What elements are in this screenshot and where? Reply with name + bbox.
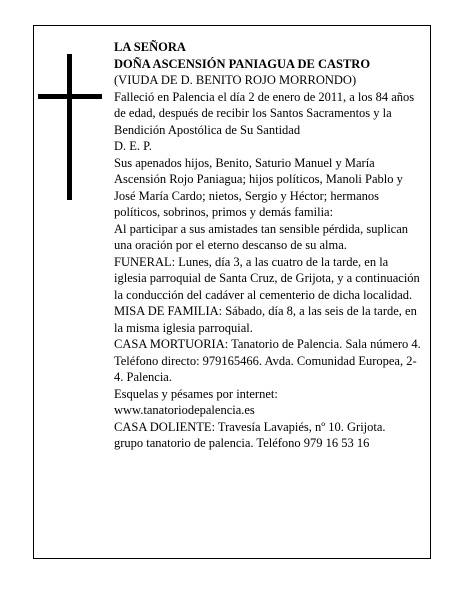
deceased-name: DOÑA ASCENSIÓN PANIAGUA DE CASTRO <box>114 56 371 71</box>
mourning-house-info: CASA DOLIENTE: Travesía Lavapiés, nº 10. Grijota. <box>114 419 386 434</box>
death-notice: Falleció en Palencia el día 2 de enero de 2011, a los 84 años de edad, después de recibir los Santos Sacramentos y la Bendición Apostólica de Su Santidad <box>114 89 415 137</box>
cross-icon <box>38 54 102 200</box>
cross-vertical-bar <box>67 54 72 200</box>
family-list: Sus apenados hijos, Benito, Saturio Manuel y María Ascensión Rojo Paniagua; hijos políticos, Manoli Pablo y José María Cardo; nietos, Sergio y Héctor; hermanos políticos, sobrinos, primos y demás familia: <box>114 155 403 219</box>
cross-horizontal-bar <box>38 94 102 99</box>
widow-note: (VIUDA DE D. BENITO ROJO MORRONDO) <box>114 73 357 87</box>
prayer-request: Al participar a sus amistades tan sensible pérdida, suplican una oración por el eterno descanso de su alma. <box>114 221 409 252</box>
family-mass-info: MISA DE FAMILIA: Sábado, día 8, a las seis de la tarde, en la misma iglesia parroquial. <box>114 304 417 335</box>
internet-label: Esquelas y pésames por internet: <box>114 386 278 401</box>
mortuary-info: CASA MORTUORIA: Tanatorio de Palencia. Sala número 4. Teléfono directo: 979165466. Avda. Comunidad Europea, 2-4. Palencia. <box>114 337 421 384</box>
internet-url: www.tanatoriodepalencia.es <box>114 403 255 417</box>
obituary-text <box>114 39 422 452</box>
rip: D. E. P. <box>114 139 152 153</box>
footer-line: grupo tanatorio de palencia. Teléfono 979 16 53 16 <box>114 436 370 450</box>
title-line: LA SEÑORA <box>114 40 186 54</box>
funeral-info: FUNERAL: Lunes, día 3, a las cuatro de la tarde, en la iglesia parroquial de Santa Cruz, de Grijota, y a continuación la conducción del cadáver al cementerio de dicha localidad. <box>114 254 420 302</box>
